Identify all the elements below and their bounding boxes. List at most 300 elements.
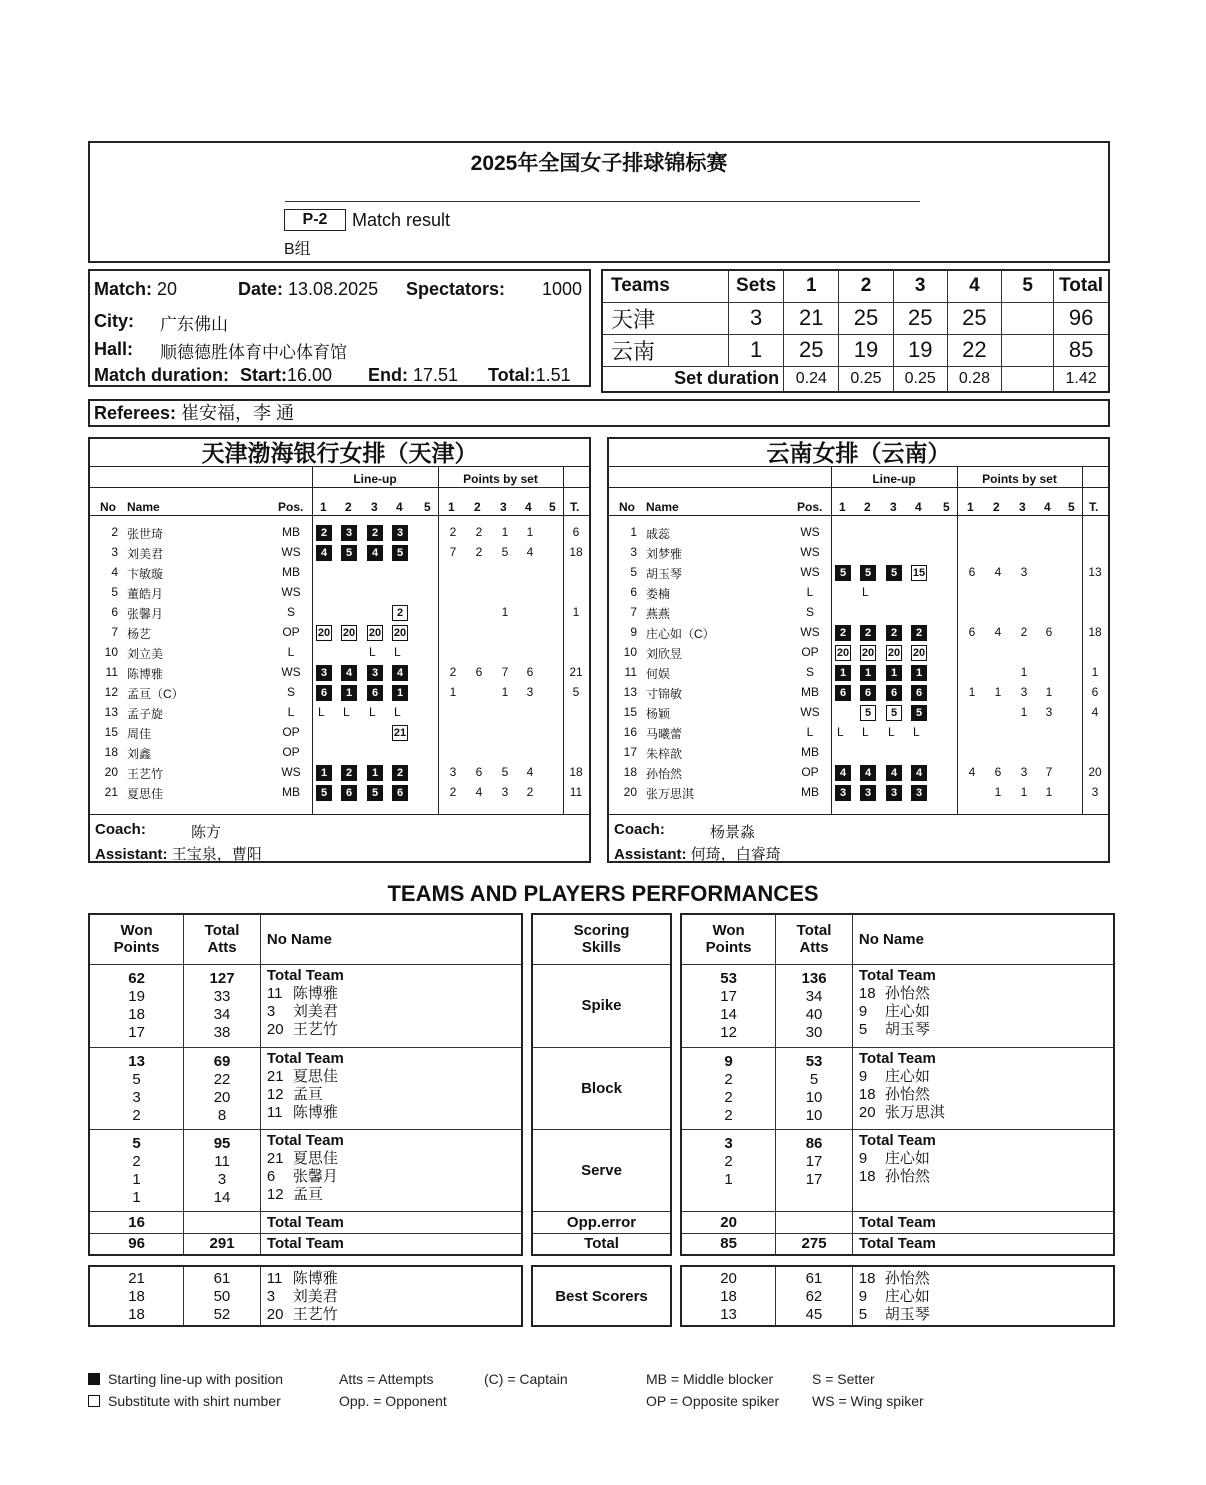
player-entry <box>859 1003 1113 1021</box>
set-points: 4 <box>994 565 1002 579</box>
skill-row <box>89 1047 522 1129</box>
won-points-cell <box>89 964 184 1047</box>
player-position: MB <box>282 565 300 579</box>
player-name: 庄心如 <box>884 1149 930 1167</box>
player-number: 21 <box>266 1149 284 1167</box>
player-name: 燕燕 <box>646 607 671 621</box>
points-set-header: 5 <box>1068 500 1075 514</box>
starting-position-badge: 6 <box>392 785 408 801</box>
spectators-label: Spectators: <box>406 279 506 299</box>
skill-row <box>89 1129 522 1211</box>
players-cell <box>260 1047 522 1129</box>
player-position: L <box>806 725 814 739</box>
legend-starting-text: Starting line-up with position <box>108 1371 284 1387</box>
stat-value: 62 <box>128 969 145 987</box>
player-row <box>609 703 1108 723</box>
starting-position-badge: 6 <box>367 685 383 701</box>
player-position: WS <box>281 545 301 559</box>
city-value: 广东佛山 <box>160 315 228 334</box>
team-b-coach: 杨景淼 <box>710 824 756 841</box>
lineup-set-header: 4 <box>915 500 922 514</box>
player-number: 13 <box>623 685 637 699</box>
total-points: 13 <box>1088 565 1102 579</box>
won-points-header: Won Points <box>681 914 776 964</box>
player-name: 庄心如 <box>884 1067 930 1085</box>
set-points: 2 <box>449 785 457 799</box>
player-name: 胡玉琴 <box>646 567 683 581</box>
skill-name-row <box>532 964 671 1047</box>
starting-position-badge: 4 <box>911 765 927 781</box>
set-points: 2 <box>449 525 457 539</box>
players-cell <box>852 1266 1114 1326</box>
player-position: WS <box>800 625 820 639</box>
total-points: 18 <box>1088 625 1102 639</box>
player-name: 王艺竹 <box>292 1306 338 1323</box>
total-team-label: Total Team <box>266 1131 344 1149</box>
starting-position-badge: 6 <box>911 685 927 701</box>
player-number: 4 <box>111 565 118 579</box>
player-number: 9 <box>858 1288 868 1305</box>
player-number: 9 <box>858 1067 868 1085</box>
skill-row <box>89 964 522 1047</box>
player-name: 朱梓歆 <box>646 747 683 761</box>
total-atts-header: Total Atts <box>776 914 853 964</box>
player-number: 12 <box>266 1085 284 1103</box>
sets-won: 3 <box>728 302 783 334</box>
player-row <box>609 603 1108 623</box>
player-entry <box>859 1150 1113 1168</box>
empty-square-icon <box>88 1395 100 1407</box>
set2-header: 2 <box>839 270 893 302</box>
lineup-header: Line-up <box>872 472 916 486</box>
team-a-panel <box>88 437 591 863</box>
libero-marker: L <box>394 645 401 659</box>
player-position: S <box>805 665 814 679</box>
total-team-label: Total Team <box>858 1049 936 1067</box>
player-row <box>90 703 589 723</box>
opp-error-won: 16 <box>89 1211 184 1233</box>
stat-value: 62 <box>805 1288 823 1305</box>
legend-captain: (C) = Captain <box>484 1371 568 1387</box>
points-set-header: 2 <box>993 500 1000 514</box>
set-points: 1 <box>449 685 457 699</box>
stat-value: 11 <box>214 1152 230 1170</box>
stat-value: 40 <box>805 1005 823 1023</box>
player-position: OP <box>282 745 300 759</box>
player-name: 何娱 <box>646 667 671 681</box>
set-duration: 0.24 <box>784 366 839 392</box>
player-row <box>609 723 1108 743</box>
player-entry <box>267 1306 521 1324</box>
player-number: 10 <box>104 645 118 659</box>
player-name: 夏思佳 <box>292 1067 338 1085</box>
player-name: 杨艺 <box>127 627 152 641</box>
player-name: 孙怡然 <box>884 1085 930 1103</box>
substitute-badge: 20 <box>317 627 331 639</box>
set5-header: 5 <box>1002 270 1054 302</box>
spectators-count: 1000 <box>542 279 583 299</box>
pos-header: Pos. <box>797 500 823 514</box>
player-row <box>90 623 589 643</box>
player-entry <box>859 1306 1113 1324</box>
set-points: 2 <box>449 665 457 679</box>
set-points: 4 <box>994 625 1002 639</box>
player-entry <box>267 985 521 1003</box>
players-cell <box>260 1129 522 1211</box>
total-atts-cell <box>776 1266 853 1326</box>
skill-row <box>681 1047 1114 1129</box>
starting-position-badge: 4 <box>860 765 876 781</box>
set-points: 1 <box>501 525 509 539</box>
document-name: Match result <box>352 210 451 230</box>
set-duration-label: Set duration <box>602 366 784 392</box>
player-number: 9 <box>630 625 637 639</box>
document-code: P-2 <box>284 209 346 231</box>
player-name: 庄心如（C） <box>646 627 715 641</box>
player-entry <box>267 1270 521 1288</box>
stat-value: 12 <box>720 1023 737 1041</box>
player-name: 陈博雅 <box>292 984 338 1002</box>
referees-box <box>88 399 1110 427</box>
player-number: 5 <box>858 1020 868 1038</box>
player-position: L <box>287 705 295 719</box>
player-name: 卞敏璇 <box>127 567 164 581</box>
player-entry <box>267 1104 521 1122</box>
stat-value: 45 <box>805 1306 823 1323</box>
starting-position-badge: 5 <box>860 565 876 581</box>
stat-value: 52 <box>213 1306 231 1323</box>
libero-marker: L <box>862 585 869 599</box>
opp-error-atts <box>776 1211 853 1233</box>
player-entry <box>859 1086 1113 1104</box>
players-cell <box>260 964 522 1047</box>
set-points: 4 <box>526 545 534 559</box>
player-number: 12 <box>266 1185 284 1203</box>
best-scorers-row <box>89 1266 522 1326</box>
lineup-set-header: 1 <box>839 500 846 514</box>
lineup-set-header: 1 <box>320 500 327 514</box>
player-number: 20 <box>266 1306 284 1323</box>
match-number: 20 <box>157 279 178 299</box>
player-name: 刘美君 <box>127 547 164 561</box>
legend-mb: MB = Middle blocker <box>646 1371 774 1387</box>
set-score: 25 <box>893 302 947 334</box>
player-entry <box>267 1068 521 1086</box>
match-label: Match: <box>94 279 152 299</box>
starting-position-badge: 1 <box>911 665 927 681</box>
player-name: 刘梦雅 <box>646 547 683 561</box>
player-entry <box>859 985 1113 1003</box>
set-points: 7 <box>501 665 509 679</box>
player-name: 刘美君 <box>292 1288 338 1305</box>
player-position: MB <box>801 785 819 799</box>
skill-row <box>681 1129 1114 1211</box>
stat-value: 17 <box>805 1170 823 1188</box>
total-atts-cell <box>776 1047 853 1129</box>
hall-value: 顺德德胜体育中心体育馆 <box>160 343 347 362</box>
player-name: 孙怡然 <box>884 984 930 1002</box>
player-number: 3 <box>266 1288 276 1305</box>
player-number: 9 <box>858 1002 868 1020</box>
set-points: 4 <box>526 765 534 779</box>
legend-atts: Atts = Attempts <box>339 1371 434 1387</box>
stat-value: 17 <box>128 1023 145 1041</box>
player-row <box>609 743 1108 763</box>
set-points: 2 <box>475 525 483 539</box>
player-number: 7 <box>630 605 637 619</box>
starting-position-badge: 6 <box>860 685 876 701</box>
lineup-set-header: 4 <box>396 500 403 514</box>
player-name: 马曦蕾 <box>646 727 683 741</box>
set-score: 25 <box>784 334 839 366</box>
starting-position-badge: 2 <box>860 625 876 641</box>
stat-value: 1 <box>132 1188 141 1206</box>
player-row <box>609 643 1108 663</box>
stat-value: 2 <box>724 1106 733 1124</box>
stat-value: 10 <box>805 1106 823 1124</box>
score-header-row <box>602 270 1109 302</box>
scoring-skills-table <box>531 913 672 1256</box>
won-points-cell <box>89 1129 184 1211</box>
team-a-best-scorers <box>88 1265 523 1327</box>
starting-position-badge: 4 <box>835 765 851 781</box>
skill-row <box>681 964 1114 1047</box>
total-atts-cell <box>184 1047 261 1129</box>
player-row <box>609 783 1108 803</box>
player-position: WS <box>281 765 301 779</box>
stat-value: 18 <box>720 1288 737 1305</box>
substitute-badge: 21 <box>393 727 407 739</box>
player-row <box>90 683 589 703</box>
stat-value: 17 <box>805 1152 823 1170</box>
set-points: 1 <box>968 685 976 699</box>
total-points: 1 <box>1091 665 1099 679</box>
skill-name: Serve <box>532 1129 671 1211</box>
total-atts-cell <box>776 964 853 1047</box>
no-header: No <box>100 500 116 514</box>
starting-position-badge: 5 <box>316 785 332 801</box>
team-a-coach: 陈方 <box>191 824 222 841</box>
player-row <box>90 583 589 603</box>
player-name: 孙怡然 <box>884 1167 930 1185</box>
stat-value: 10 <box>805 1088 823 1106</box>
team-b-performance-table <box>680 913 1115 1256</box>
substitute-badge: 20 <box>861 647 875 659</box>
stat-value: 2 <box>724 1088 733 1106</box>
won-points-cell <box>89 1047 184 1129</box>
starting-position-badge: 5 <box>835 565 851 581</box>
player-number: 18 <box>858 1167 876 1185</box>
team-b-panel <box>607 437 1110 863</box>
player-number: 18 <box>104 745 118 759</box>
player-row <box>609 563 1108 583</box>
player-entry <box>859 1021 1113 1039</box>
set-score <box>1002 302 1054 334</box>
set-score: 19 <box>839 334 893 366</box>
lineup-header: Line-up <box>353 472 397 486</box>
skill-name-row <box>532 1129 671 1211</box>
player-row <box>90 563 589 583</box>
player-row <box>90 543 589 563</box>
team-b-assistant: 何琦，白睿琦 <box>690 846 781 863</box>
player-entry <box>859 1288 1113 1306</box>
player-row <box>90 643 589 663</box>
won-points-header: Won Points <box>89 914 184 964</box>
player-name: 张万思淇 <box>646 787 695 801</box>
set-points: 6 <box>526 665 534 679</box>
set-points: 7 <box>449 545 457 559</box>
player-row <box>90 743 589 763</box>
total-team-label: Total Team <box>858 1131 936 1149</box>
player-row <box>90 723 589 743</box>
best-scorers-row <box>681 1266 1114 1326</box>
stat-value: 8 <box>217 1106 227 1124</box>
player-position: L <box>287 645 295 659</box>
team-b-best-scorers <box>680 1265 1115 1327</box>
substitute-badge: 20 <box>836 647 850 659</box>
points-set-header: 5 <box>549 500 556 514</box>
starting-position-badge: 3 <box>835 785 851 801</box>
player-name: 陈博雅 <box>292 1270 338 1287</box>
total-points: 18 <box>569 765 583 779</box>
player-position: MB <box>801 745 819 759</box>
total-row <box>681 1233 1114 1255</box>
stat-value: 34 <box>213 1005 231 1023</box>
player-number: 9 <box>858 1149 868 1167</box>
player-name: 胡玉琴 <box>884 1306 930 1323</box>
set-score <box>1002 334 1054 366</box>
skill-name-row <box>532 1047 671 1129</box>
players-cell <box>260 1266 522 1326</box>
total-points: 21 <box>569 665 583 679</box>
set-points: 7 <box>1045 765 1053 779</box>
player-name: 王艺竹 <box>292 1020 338 1038</box>
stat-value: 2 <box>132 1106 141 1124</box>
player-entry <box>267 967 521 985</box>
player-row <box>609 623 1108 643</box>
legend-substitute <box>88 1393 281 1409</box>
legend-starting <box>88 1371 283 1387</box>
stat-value: 21 <box>128 1270 145 1287</box>
player-row <box>609 683 1108 703</box>
points-set-header: 1 <box>448 500 455 514</box>
set-points: 1 <box>501 685 509 699</box>
stat-value: 53 <box>805 1052 823 1070</box>
player-name: 陈博雅 <box>127 667 164 681</box>
team-name: 天津 <box>602 302 728 334</box>
player-name: 周佳 <box>127 727 152 741</box>
player-row <box>90 763 589 783</box>
starting-position-badge: 3 <box>341 525 357 541</box>
total-atts-cell <box>184 964 261 1047</box>
total-points: 1 <box>572 605 580 619</box>
stat-value: 1 <box>724 1170 733 1188</box>
starting-position-badge: 4 <box>316 545 332 561</box>
set-duration <box>1002 366 1054 392</box>
stat-value: 17 <box>720 987 737 1005</box>
player-number: 11 <box>105 665 118 679</box>
player-row <box>609 583 1108 603</box>
lineup-set-header: 3 <box>371 500 378 514</box>
stat-value: 3 <box>217 1170 227 1188</box>
player-number: 1 <box>630 525 637 539</box>
total-points: 4 <box>1091 705 1099 719</box>
substitute-badge: 20 <box>342 627 356 639</box>
libero-marker: L <box>913 725 920 739</box>
total-points: 6 <box>1091 685 1099 699</box>
set-points: 1 <box>526 525 534 539</box>
player-name: 夏思佳 <box>127 787 164 801</box>
legend-opp: Opp. = Opponent <box>339 1393 447 1409</box>
player-number: 6 <box>111 605 118 619</box>
legend-substitute-text: Substitute with shirt number <box>108 1393 281 1409</box>
player-name: 张世琦 <box>127 527 164 541</box>
libero-marker: L <box>369 705 376 719</box>
t-header: T. <box>570 500 580 514</box>
won-points-cell <box>89 1266 184 1326</box>
team-name: 云南 <box>602 334 728 366</box>
player-name: 孟亘 <box>292 1185 323 1203</box>
header-divider <box>90 487 589 488</box>
opp-error-row <box>681 1211 1114 1233</box>
player-entry <box>859 1168 1113 1186</box>
opp-error-atts <box>184 1211 261 1233</box>
teams-header: Teams <box>602 270 728 302</box>
total-atts-cell <box>184 1266 261 1326</box>
player-entry <box>859 1132 1113 1150</box>
player-name: 刘美君 <box>292 1002 338 1020</box>
set-points: 1 <box>994 685 1002 699</box>
stat-value: 3 <box>724 1134 733 1152</box>
total-header: Total <box>1054 270 1109 302</box>
starting-position-badge: 3 <box>392 525 408 541</box>
assistant-label: Assistant: <box>95 846 168 863</box>
player-name: 王艺竹 <box>127 767 164 781</box>
player-number: 20 <box>858 1103 876 1121</box>
player-position: OP <box>282 625 300 639</box>
points-set-header: 4 <box>525 500 532 514</box>
set-score: 25 <box>947 302 1001 334</box>
starting-position-badge: 5 <box>886 565 902 581</box>
stat-value: 127 <box>209 969 235 987</box>
starting-position-badge: 1 <box>341 685 357 701</box>
total-atts: 275 <box>776 1233 853 1255</box>
player-number: 20 <box>623 785 637 799</box>
substitute-badge: 15 <box>912 567 926 579</box>
player-entry <box>267 1288 521 1306</box>
won-points-cell <box>681 1047 776 1129</box>
player-entry <box>267 1150 521 1168</box>
player-number: 18 <box>858 1270 876 1287</box>
player-name: 张馨月 <box>127 607 164 621</box>
starting-position-badge: 3 <box>860 785 876 801</box>
score-row <box>602 334 1109 366</box>
total-points: 11 <box>569 785 583 799</box>
set-points: 3 <box>1020 565 1028 579</box>
stat-value: 19 <box>128 987 145 1005</box>
player-position: MB <box>282 525 300 539</box>
stat-value: 61 <box>213 1270 231 1287</box>
starting-position-badge: 1 <box>367 765 383 781</box>
stat-value: 69 <box>213 1052 231 1070</box>
hall-label: Hall: <box>94 339 134 359</box>
players-cell <box>852 964 1114 1047</box>
lineup-set-header: 5 <box>943 500 950 514</box>
starting-position-badge: 5 <box>367 785 383 801</box>
set-score: 19 <box>893 334 947 366</box>
set-points: 5 <box>501 545 509 559</box>
player-name: 杨颖 <box>646 707 671 721</box>
